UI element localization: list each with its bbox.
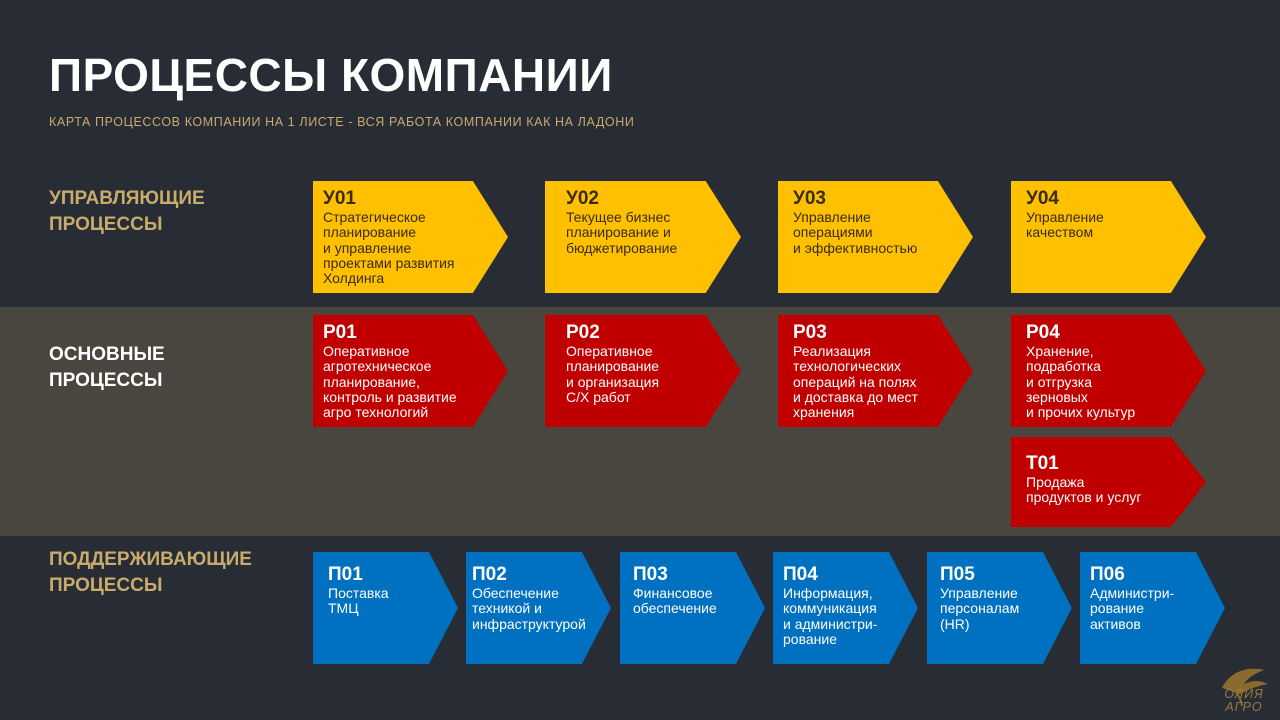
process-code: Р01 <box>323 322 357 343</box>
process-code: Р03 <box>793 322 827 343</box>
process-p01[interactable] <box>313 552 458 664</box>
process-p03[interactable] <box>620 552 765 664</box>
process-description: Финансовое обеспечение <box>633 585 717 617</box>
process-code: П06 <box>1090 564 1125 585</box>
process-description: Управление операциями и эффективностью <box>793 209 918 256</box>
process-p04[interactable] <box>773 552 918 664</box>
process-u02[interactable] <box>545 181 741 293</box>
process-code: У02 <box>566 188 599 209</box>
process-t01[interactable] <box>1011 437 1206 527</box>
process-code: П03 <box>633 564 668 585</box>
company-logo: ОЛИЯ АГРО <box>1224 687 1264 714</box>
process-description: Продажа продуктов и услуг <box>1026 474 1142 506</box>
process-code: У01 <box>323 188 356 209</box>
process-code: У03 <box>793 188 826 209</box>
process-code: Р02 <box>566 322 600 343</box>
process-description: Поставка ТМЦ <box>328 585 389 617</box>
process-description: Информация, коммуникация и администри- рование <box>783 585 878 647</box>
page-subtitle: КАРТА ПРОЦЕССОВ КОМПАНИИ НА 1 ЛИСТЕ - ВСЯ РАБОТА КОМПАНИИ КАК НА ЛАДОНИ <box>49 115 635 129</box>
process-u04[interactable] <box>1011 181 1206 293</box>
process-description: Управление персоналам (HR) <box>940 585 1020 632</box>
process-p06[interactable] <box>1080 552 1225 664</box>
process-description: Текущее бизнес планирование и бюджетирование <box>566 209 678 256</box>
process-description: Хранение, подработка и отгрузка зерновых и прочих культур <box>1026 343 1136 421</box>
process-u01[interactable] <box>313 181 508 293</box>
process-code: Р04 <box>1026 322 1060 343</box>
managing-processes-label: УПРАВЛЯЮЩИЕ ПРОЦЕССЫ <box>49 188 205 235</box>
process-description: Управление качеством <box>1026 209 1104 241</box>
process-code: П04 <box>783 564 818 585</box>
process-description: Стратегическое планирование и управление проектами развития Холдинга <box>323 209 455 287</box>
process-description: Обеспечение техникой и инфраструктурой <box>472 585 586 632</box>
process-code: П05 <box>940 564 975 585</box>
process-r03[interactable] <box>778 315 973 427</box>
process-code: П01 <box>328 564 363 585</box>
process-code: П02 <box>472 564 507 585</box>
process-r02[interactable] <box>545 315 741 427</box>
process-code: Т01 <box>1026 453 1059 474</box>
process-p02[interactable] <box>466 552 611 664</box>
page-title: ПРОЦЕССЫ КОМПАНИИ <box>49 49 613 101</box>
process-r01[interactable] <box>313 315 508 427</box>
support-processes-label: ПОДДЕРЖИВАЮЩИЕ ПРОЦЕССЫ <box>49 549 252 596</box>
process-description: Оперативное планирование и организация С/Х работ <box>566 343 660 405</box>
process-description: Оперативное агротехническое планирование, контроль и развитие агро технологий <box>323 343 457 421</box>
process-p05[interactable] <box>927 552 1072 664</box>
process-description: Администри- рование активов <box>1090 585 1175 632</box>
process-code: У04 <box>1026 188 1059 209</box>
process-description: Реализация технологических операций на полях и доставка до мест хранения <box>793 343 918 421</box>
process-r04[interactable] <box>1011 315 1206 427</box>
core-processes-label: ОСНОВНЫЕ ПРОЦЕССЫ <box>49 344 165 391</box>
process-u03[interactable] <box>778 181 973 293</box>
